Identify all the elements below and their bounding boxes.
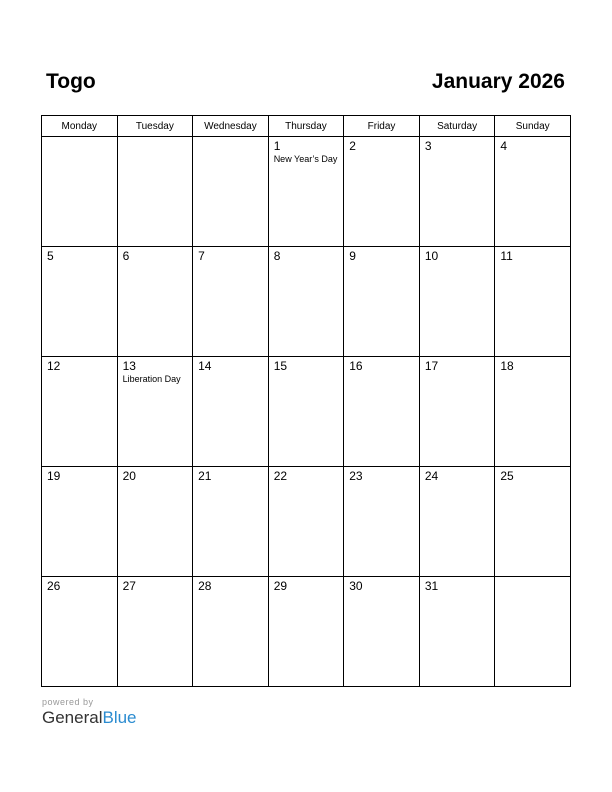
- day-cell: [42, 577, 118, 687]
- weekday-header: Thursday: [268, 116, 344, 137]
- day-cell: [193, 137, 269, 247]
- day-cell: [117, 577, 193, 687]
- day-cell: [419, 137, 495, 247]
- day-cell: [268, 357, 344, 467]
- day-cell: [193, 577, 269, 687]
- day-cell: [419, 467, 495, 577]
- day-cell: [495, 247, 571, 357]
- day-number: 12: [47, 359, 61, 373]
- day-number: 18: [500, 359, 514, 373]
- day-number: 22: [273, 469, 288, 483]
- day-number: 11: [500, 249, 513, 263]
- logo-blue-text: Blue: [102, 708, 137, 727]
- holiday-label: New Year’s Day: [273, 154, 338, 164]
- holiday-label: Liberation Day: [122, 374, 181, 384]
- day-cell: [344, 247, 420, 357]
- day-number: 29: [273, 579, 288, 593]
- day-number: 1: [273, 139, 281, 153]
- logo-general-text: General: [42, 708, 103, 727]
- day-number: 17: [424, 359, 439, 373]
- day-number: 2: [349, 139, 356, 153]
- day-cell: [495, 357, 571, 467]
- day-number: 23: [349, 469, 363, 483]
- day-cell: [117, 137, 193, 247]
- weekday-header: Wednesday: [193, 116, 269, 137]
- day-number: [42, 137, 117, 140]
- day-cell: [42, 247, 118, 357]
- day-cell: [495, 137, 571, 247]
- week-row: [42, 357, 571, 467]
- week-row: [42, 467, 571, 577]
- day-cell: [495, 467, 571, 577]
- day-cell: [419, 577, 495, 687]
- day-number: 19: [47, 469, 61, 483]
- day-cell: [268, 467, 344, 577]
- day-cell: [193, 357, 269, 467]
- day-number: 8: [273, 249, 281, 263]
- day-cell: [268, 247, 344, 357]
- day-number: 6: [122, 249, 130, 263]
- week-row: [42, 577, 571, 687]
- day-number: 9: [349, 249, 356, 263]
- day-number: [118, 137, 193, 140]
- day-number: 5: [47, 249, 54, 263]
- powered-by-label: powered by: [42, 697, 94, 707]
- day-cell: [42, 357, 118, 467]
- day-number: 4: [500, 139, 508, 153]
- weekday-header: Monday: [42, 116, 118, 137]
- day-number: 16: [349, 359, 363, 373]
- day-cell: [495, 577, 571, 687]
- day-cell: [344, 577, 420, 687]
- weekday-header: Friday: [344, 116, 420, 137]
- day-number: 10: [424, 249, 439, 263]
- day-number: 20: [122, 469, 136, 483]
- day-cell: [193, 467, 269, 577]
- country-title: Togo: [46, 70, 96, 93]
- week-row: [42, 137, 571, 247]
- day-number: [193, 137, 268, 140]
- day-number: 14: [198, 359, 212, 373]
- day-cell: [117, 467, 193, 577]
- day-cell: [419, 357, 495, 467]
- day-number: 31: [424, 579, 439, 593]
- day-number: 13: [122, 359, 136, 373]
- day-number: 30: [349, 579, 363, 593]
- day-number: 3: [424, 139, 432, 153]
- day-cell: [193, 247, 269, 357]
- day-cell: [42, 467, 118, 577]
- weekday-header: Sunday: [495, 116, 571, 137]
- day-number: [495, 577, 570, 580]
- day-cell: [344, 467, 420, 577]
- day-cell: [268, 137, 344, 247]
- day-cell: [42, 137, 118, 247]
- day-cell: [344, 137, 420, 247]
- day-cell: [419, 247, 495, 357]
- day-number: 21: [198, 469, 212, 483]
- calendar-grid: [41, 115, 571, 687]
- day-number: 7: [198, 249, 205, 263]
- day-number: 25: [500, 469, 514, 483]
- weekday-header-row: [42, 116, 571, 137]
- generalblue-logo[interactable]: [42, 708, 137, 728]
- day-number: 26: [47, 579, 61, 593]
- day-cell: [117, 357, 193, 467]
- weekday-header: Tuesday: [117, 116, 193, 137]
- day-number: 28: [198, 579, 212, 593]
- week-row: [42, 247, 571, 357]
- day-number: 27: [122, 579, 136, 593]
- weekday-header: Saturday: [419, 116, 495, 137]
- day-cell: [117, 247, 193, 357]
- day-cell: [268, 577, 344, 687]
- month-year-title: January 2026: [431, 70, 565, 93]
- day-number: 15: [273, 359, 288, 373]
- day-cell: [344, 357, 420, 467]
- day-number: 24: [424, 469, 439, 483]
